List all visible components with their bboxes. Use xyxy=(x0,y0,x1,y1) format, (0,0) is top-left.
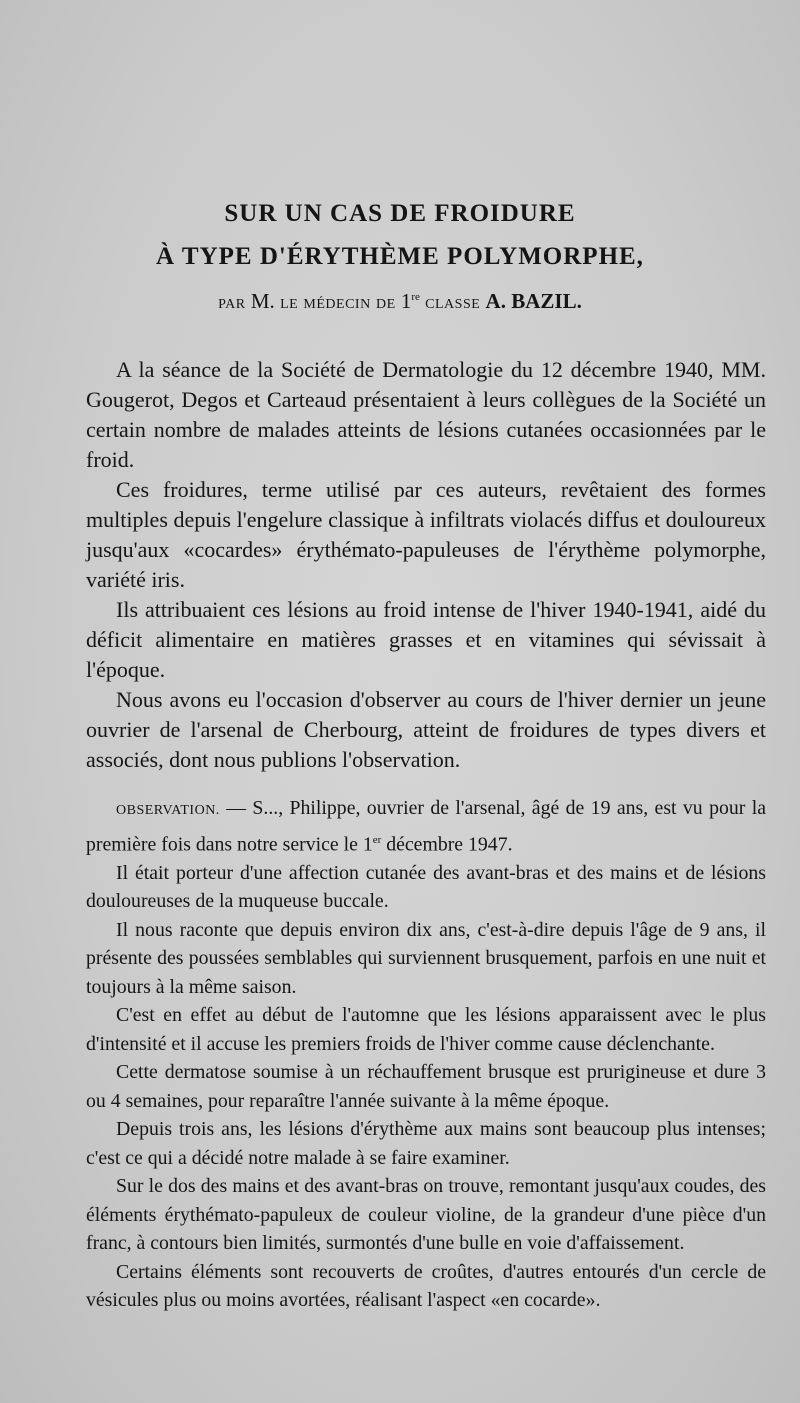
byline-rank xyxy=(401,289,420,313)
byline-ord: re xyxy=(411,291,420,303)
observation-paragraph: Il était porteur d'une affection cutanée des avant-bras et des mains et de lésions douloureuses de la muqueuse buccale. xyxy=(86,861,766,913)
observation-paragraph: Certains éléments sont recouverts de croûtes, d'autres entourés d'un cercle de vésicules plus ou moins avortées, réalisant l'aspect «en cocarde». xyxy=(86,1260,766,1312)
byline-m: M. xyxy=(250,289,275,313)
byline-author: A. BAZIL. xyxy=(485,289,582,313)
observation-paragraph: Sur le dos des mains et des avant-bras on trouve, remontant jusqu'aux coudes, des éléments érythémato-papuleux de couleur violine, de la grandeur d'une pièce d'un franc, à contours bien limités, surmontés d'une bulle en voie d'affaissement. xyxy=(86,1175,766,1255)
observation-first-end: décembre 1947. xyxy=(381,833,513,856)
observation-paragraph: C'est en effet au début de l'automne que les lésions apparaissent avec le plus d'intensité et il accuse les premiers froids de l'hiver comme cause déclenchante. xyxy=(86,1004,766,1055)
article-title-line1: SUR UN CAS DE FROIDURE xyxy=(224,200,576,227)
intro-paragraph: A la séance de la Société de Dermatologie du 12 décembre 1940, MM. Gougerot, Degos et Carteaud présentaient à leurs collègues de la Société un certain nombre de malades atteints de lésions cutanées occasionnées par le froid. xyxy=(86,357,766,472)
observation-first-paragraph xyxy=(86,794,766,859)
byline-num: 1 xyxy=(400,289,412,313)
article-title-line2: À TYPE D'ÉRYTHÈME POLYMORPHE, xyxy=(156,243,644,270)
observation-section xyxy=(86,794,766,1315)
intro-paragraph: Ils attribuaient ces lésions au froid intense de l'hiver 1940-1941, aidé du déficit alimentaire en matières grasses et en vitamines qui sévissait à l'époque. xyxy=(86,597,766,682)
observation-paragraph: Cette dermatose soumise à un réchauffement brusque est prurigineuse et dure 3 ou 4 semaines, pour reparaître l'année suivante à la même époque. xyxy=(86,1061,766,1112)
observation-label: OBSERVATION. xyxy=(116,803,220,818)
byline-medecin: MÉDECIN xyxy=(303,297,371,312)
observation-paragraph: Il nous raconte que depuis environ dix ans, c'est-à-dire depuis l'âge de 9 ans, il présente des poussées semblables qui surviennent brusquement, parfois en une nuit et toujours à la même saison. xyxy=(86,918,766,998)
byline-de: DE xyxy=(375,297,396,312)
byline-le: LE xyxy=(280,297,299,312)
observation-first-text: — S..., Philippe, ouvrier de l'arsenal, âgé de 19 ans, est vu pour la première fois dans notre service le 1 xyxy=(86,797,766,856)
author-byline xyxy=(0,289,800,314)
observation-paragraph: Depuis trois ans, les lésions d'érythème aux mains sont beaucoup plus intenses; c'est ce qui a décidé notre malade à se faire examiner. xyxy=(86,1118,766,1169)
intro-paragraph: Nous avons eu l'occasion d'observer au cours de l'hiver dernier un jeune ouvrier de l'arsenal de Cherbourg, atteint de froidures de types divers et associés, dont nous publions l'observation. xyxy=(86,687,766,772)
intro-paragraph: Ces froidures, terme utilisé par ces auteurs, revêtaient des formes multiples depuis l'engelure classique à infiltrats violacés diffus et douloureux jusqu'aux «cocardes» érythémato-papuleuses de l'érythème polymorphe, variété iris. xyxy=(86,477,766,592)
byline-classe: CLASSE xyxy=(425,297,481,312)
byline-par: PAR xyxy=(218,297,246,312)
introduction xyxy=(86,355,766,775)
observation-first-sup: er xyxy=(372,833,382,846)
